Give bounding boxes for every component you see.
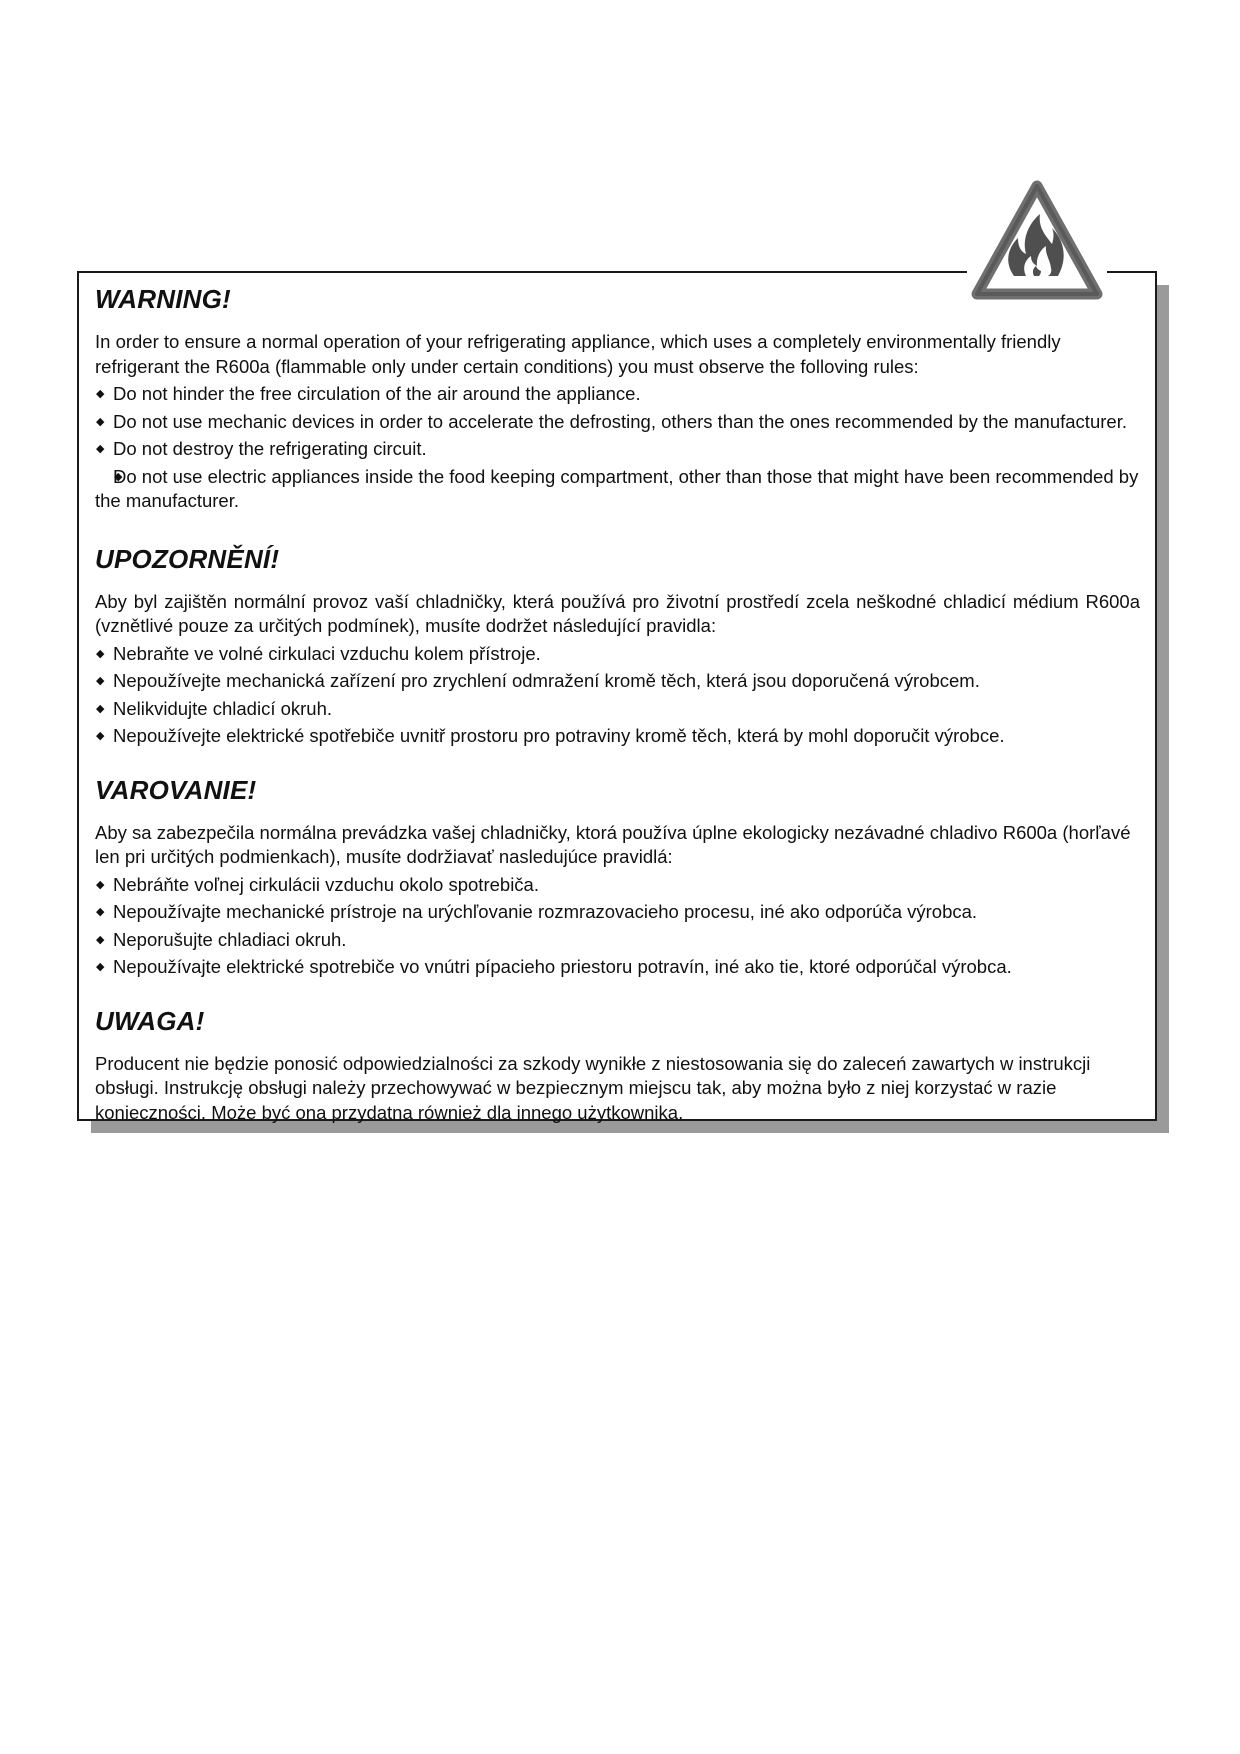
list-item: ◆ Nepoužívajte mechanické prístroje na urýchľovanie rozmrazovacieho procesu, iné ako odporúča výrobca. — [95, 900, 1140, 925]
list-item: ◆ Do not use mechanic devices in order to accelerate the defrosting, others than the ones recommended by the manufacturer. — [95, 410, 1140, 435]
intro-czech: Aby byl zajištěn normální provoz vaší chladničky, která používá pro životní prostředí zcela neškodné chladicí médium R600a (vznětlivé pouze za určitých podmínek), musíte dodržet následující pravidla: — [95, 590, 1140, 636]
intro-polish: Producent nie będzie ponosić odpowiedzialności za szkody wynikłe z niestosowania się do zaleceń zawartych w instrukcji obsługi. Instrukcję obsługi należy przechowywać w bezpiecznym miejscu tak, aby można było z niej korzystać w razie konieczności. Może być ona przydatna również dla innego użytkownika. — [95, 1052, 1091, 1123]
section-polish — [95, 994, 1140, 1126]
intro-slovak: Aby sa zabezpečila normálna prevádzka vašej chladničky, ktorá používa úplne ekologicky nezávadné chladivo R600a (horľavé len pri určitých podmienkach), musíte dodržiavať nasledujúce pravidlá: — [95, 821, 1131, 867]
list-item: ◆ Nelikvidujte chladicí okruh. — [95, 697, 1140, 722]
heading-upozorneni: UPOZORNĚNÍ! — [95, 543, 280, 574]
section-slovak — [95, 763, 1140, 980]
heading-uwaga: UWAGA! — [95, 1005, 205, 1036]
bullet-list-english — [95, 382, 1140, 514]
list-item: ◆ Nepoužívejte elektrické spotřebiče uvnitř prostoru pro potraviny kromě těch, která by mohl doporučit výrobce. — [95, 724, 1140, 749]
list-item: ◆ Nepoužívejte mechanická zařízení pro zrychlení odmražení kromě těch, která jsou doporučená výrobcem. — [95, 669, 1140, 694]
section-czech — [95, 532, 1140, 749]
list-item: ◆ Neporušujte chladiaci okruh. — [95, 928, 1140, 953]
list-item: ◆ Nebraňte ve volné cirkulaci vzduchu kolem přístroje. — [95, 642, 1140, 667]
heading-varovanie: VAROVANIE! — [95, 774, 257, 805]
list-item: ◆ Do not hinder the free circulation of the air around the appliance. — [95, 382, 1140, 407]
bullet-list-slovak — [95, 873, 1140, 980]
list-item: ◆ Do not use electric appliances inside the food keeping compartment, other than those that might have been recommended by the manufacturer. — [95, 465, 1140, 514]
bullet-list-czech — [95, 642, 1140, 749]
list-item: ◆ Do not destroy the refrigerating circuit. — [95, 437, 1140, 462]
heading-warning: WARNING! — [95, 284, 231, 314]
section-english — [95, 272, 1140, 514]
list-item: ◆ Nebráňte voľnej cirkulácii vzduchu okolo spotrebiča. — [95, 873, 1140, 898]
warning-content — [95, 272, 1140, 1125]
intro-english: In order to ensure a normal operation of your refrigerating appliance, which uses a completely environmentally friendly refrigerant the R600a (flammable only under certain conditions) you must observe the folloving rules: — [95, 331, 1061, 377]
list-item: ◆ Nepoužívajte elektrické spotrebiče vo vnútri pípacieho priestoru potravín, iné ako tie, ktoré odporúčal výrobca. — [95, 955, 1140, 980]
